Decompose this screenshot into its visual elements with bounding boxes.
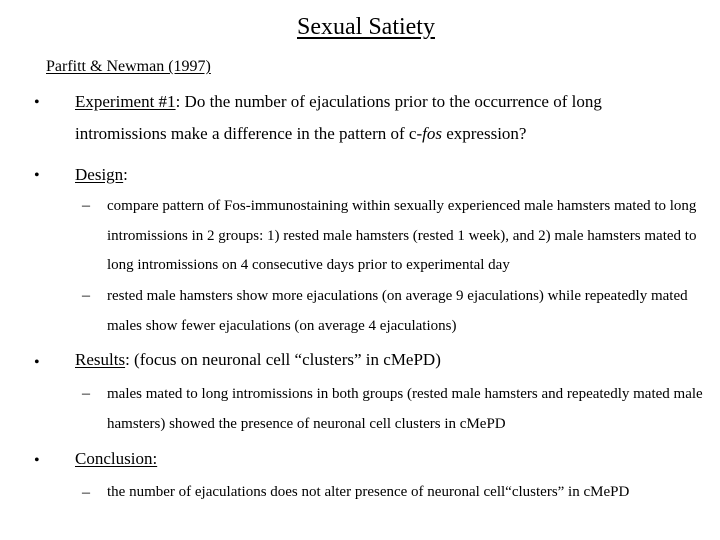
bullet-results: •: [34, 354, 40, 371]
results-suffix: : (focus on neuronal cell “clusters” in cMePD): [125, 350, 441, 369]
results-label: Results: [75, 350, 126, 369]
design-sub-2: rested male hamsters show more ejaculations (on average 9 ejaculations) while repeatedly mated males show fewer ejaculations (on average 4 ejaculations): [107, 288, 688, 334]
conclusion-sub-1: the number of ejaculations does not alter presence of neuronal cell“clusters” in cMePD: [107, 484, 630, 500]
design-point: [75, 159, 695, 191]
citation: Parfitt & Newman (1997): [46, 58, 211, 75]
bullet-conclusion: •: [34, 452, 40, 469]
conclusion-label: Conclusion:: [75, 449, 158, 468]
bullet-experiment: •: [34, 94, 40, 111]
dash-conclusion-1: –: [82, 484, 90, 501]
experiment-1-text: : Do the number of ejaculations prior to the occurrence of long intromissions make a difference in the pattern of c-: [75, 92, 602, 143]
experiment-1-label: Experiment #1: [75, 92, 176, 111]
experiment-1-text-end: expression?: [441, 124, 527, 143]
results-point: [75, 344, 695, 376]
design-sub-1: compare pattern of Fos-immunostaining within sexually experienced male hamsters mated to long intromissions in 2 groups: 1) rested male hamsters (rested 1 week), and 2) male hamsters mated to long intromissions on 4 consecutive days prior to experimental day: [107, 198, 697, 273]
results-sub-1: males mated to long intromissions in both groups (rested male hamsters and repeatedly mated male hamsters) showed the presence of neuronal cell clusters in cMePD: [107, 386, 703, 432]
fos-italic: fos: [422, 124, 442, 143]
design-label: Design: [75, 165, 124, 184]
design-suffix: :: [123, 165, 128, 184]
dash-design-1: –: [82, 197, 90, 214]
bullet-design: •: [34, 167, 40, 184]
dash-design-2: –: [82, 287, 90, 304]
conclusion-point: [75, 443, 695, 475]
slide-title: Sexual Satiety: [297, 14, 435, 40]
dash-results-1: –: [82, 385, 90, 402]
experiment-1-point: [75, 86, 695, 150]
